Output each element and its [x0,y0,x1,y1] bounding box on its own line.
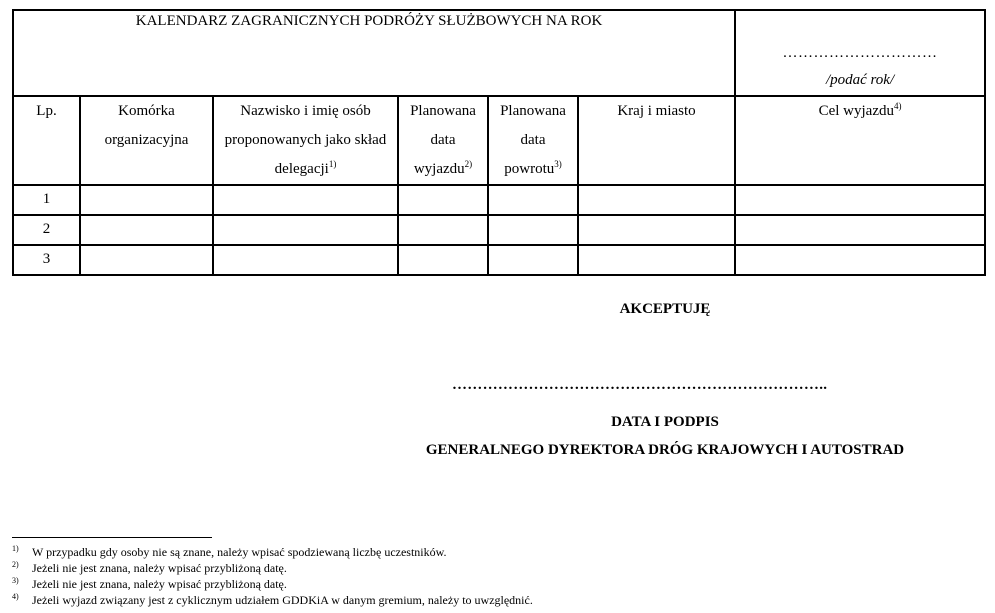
col-header-departure: Planowana data wyjazdu$^{2)}$ [398,96,488,185]
col-header-lp: Lp. [13,96,80,185]
form-title-cell [13,10,735,96]
year-hint: /podać rok/ [825,72,895,88]
cell-return[interactable] [488,185,578,215]
table-row [13,185,985,215]
date-sign-label: DATA I PODPIS [611,414,719,430]
table-row [13,215,985,245]
cell-purpose[interactable] [735,185,985,215]
cell-departure[interactable] [398,185,488,215]
cell-return[interactable] [488,215,578,245]
col-header-return: Planowana data powrotu$^{3)}$ [488,96,578,185]
form-title: KALENDARZ ZAGRANICZNYCH PODRÓŻY SŁUŻBOWYCH NA ROK [135,13,603,29]
footnote-1: 1) W przypadku gdy osoby nie są znane, należy wpisać spodziewaną liczbę uczestników. [12,544,447,559]
cell-names[interactable] [213,185,398,215]
year-cell[interactable] [735,10,985,96]
accept-label: AKCEPTUJĘ [619,301,711,317]
row-number: 2 [13,215,80,245]
director-title: GENERALNEGO DYREKTORA DRÓG KRAJOWYCH I AUTOSTRAD [425,442,905,458]
header-row [13,96,985,185]
col-header-names: Nazwisko i imię osób proponowanych jako skład delegacji$^{1)}$ [213,96,398,185]
footnote-divider [12,537,212,538]
footnote-3: 3) Jeżeli nie jest znana, należy wpisać przybliżoną datę. [12,576,287,591]
footnote-4: 4) Jeżeli wyjazd związany jest z cyklicznym udziałem GDDKiA w danym gremium, należy to uwzględnić. [12,592,533,607]
col-header-purpose: Cel wyjazdu$^{4)}$ [735,96,985,185]
cell-unit[interactable] [80,185,213,215]
cell-purpose[interactable] [735,215,985,245]
cell-names[interactable] [213,215,398,245]
row-number: 3 [13,245,80,275]
cell-unit[interactable] [80,215,213,245]
cell-purpose[interactable] [735,245,985,275]
table-row [13,245,985,275]
col-header-unit: Komórka organizacyjna [80,96,213,185]
cell-country-city[interactable] [578,185,735,215]
footnote-2: 2) Jeżeli nie jest znana, należy wpisać przybliżoną datę. [12,560,287,575]
col-header-country-city: Kraj i miasto [578,96,735,185]
cell-unit[interactable] [80,245,213,275]
cell-departure[interactable] [398,245,488,275]
cell-departure[interactable] [398,215,488,245]
cell-country-city[interactable] [578,215,735,245]
row-number: 1 [13,185,80,215]
cell-country-city[interactable] [578,245,735,275]
year-field[interactable]: ………………………… [782,45,938,61]
cell-return[interactable] [488,245,578,275]
signature-line[interactable]: ……………………………………………………………….. [452,377,828,393]
travel-calendar-table [12,9,986,276]
cell-names[interactable] [213,245,398,275]
